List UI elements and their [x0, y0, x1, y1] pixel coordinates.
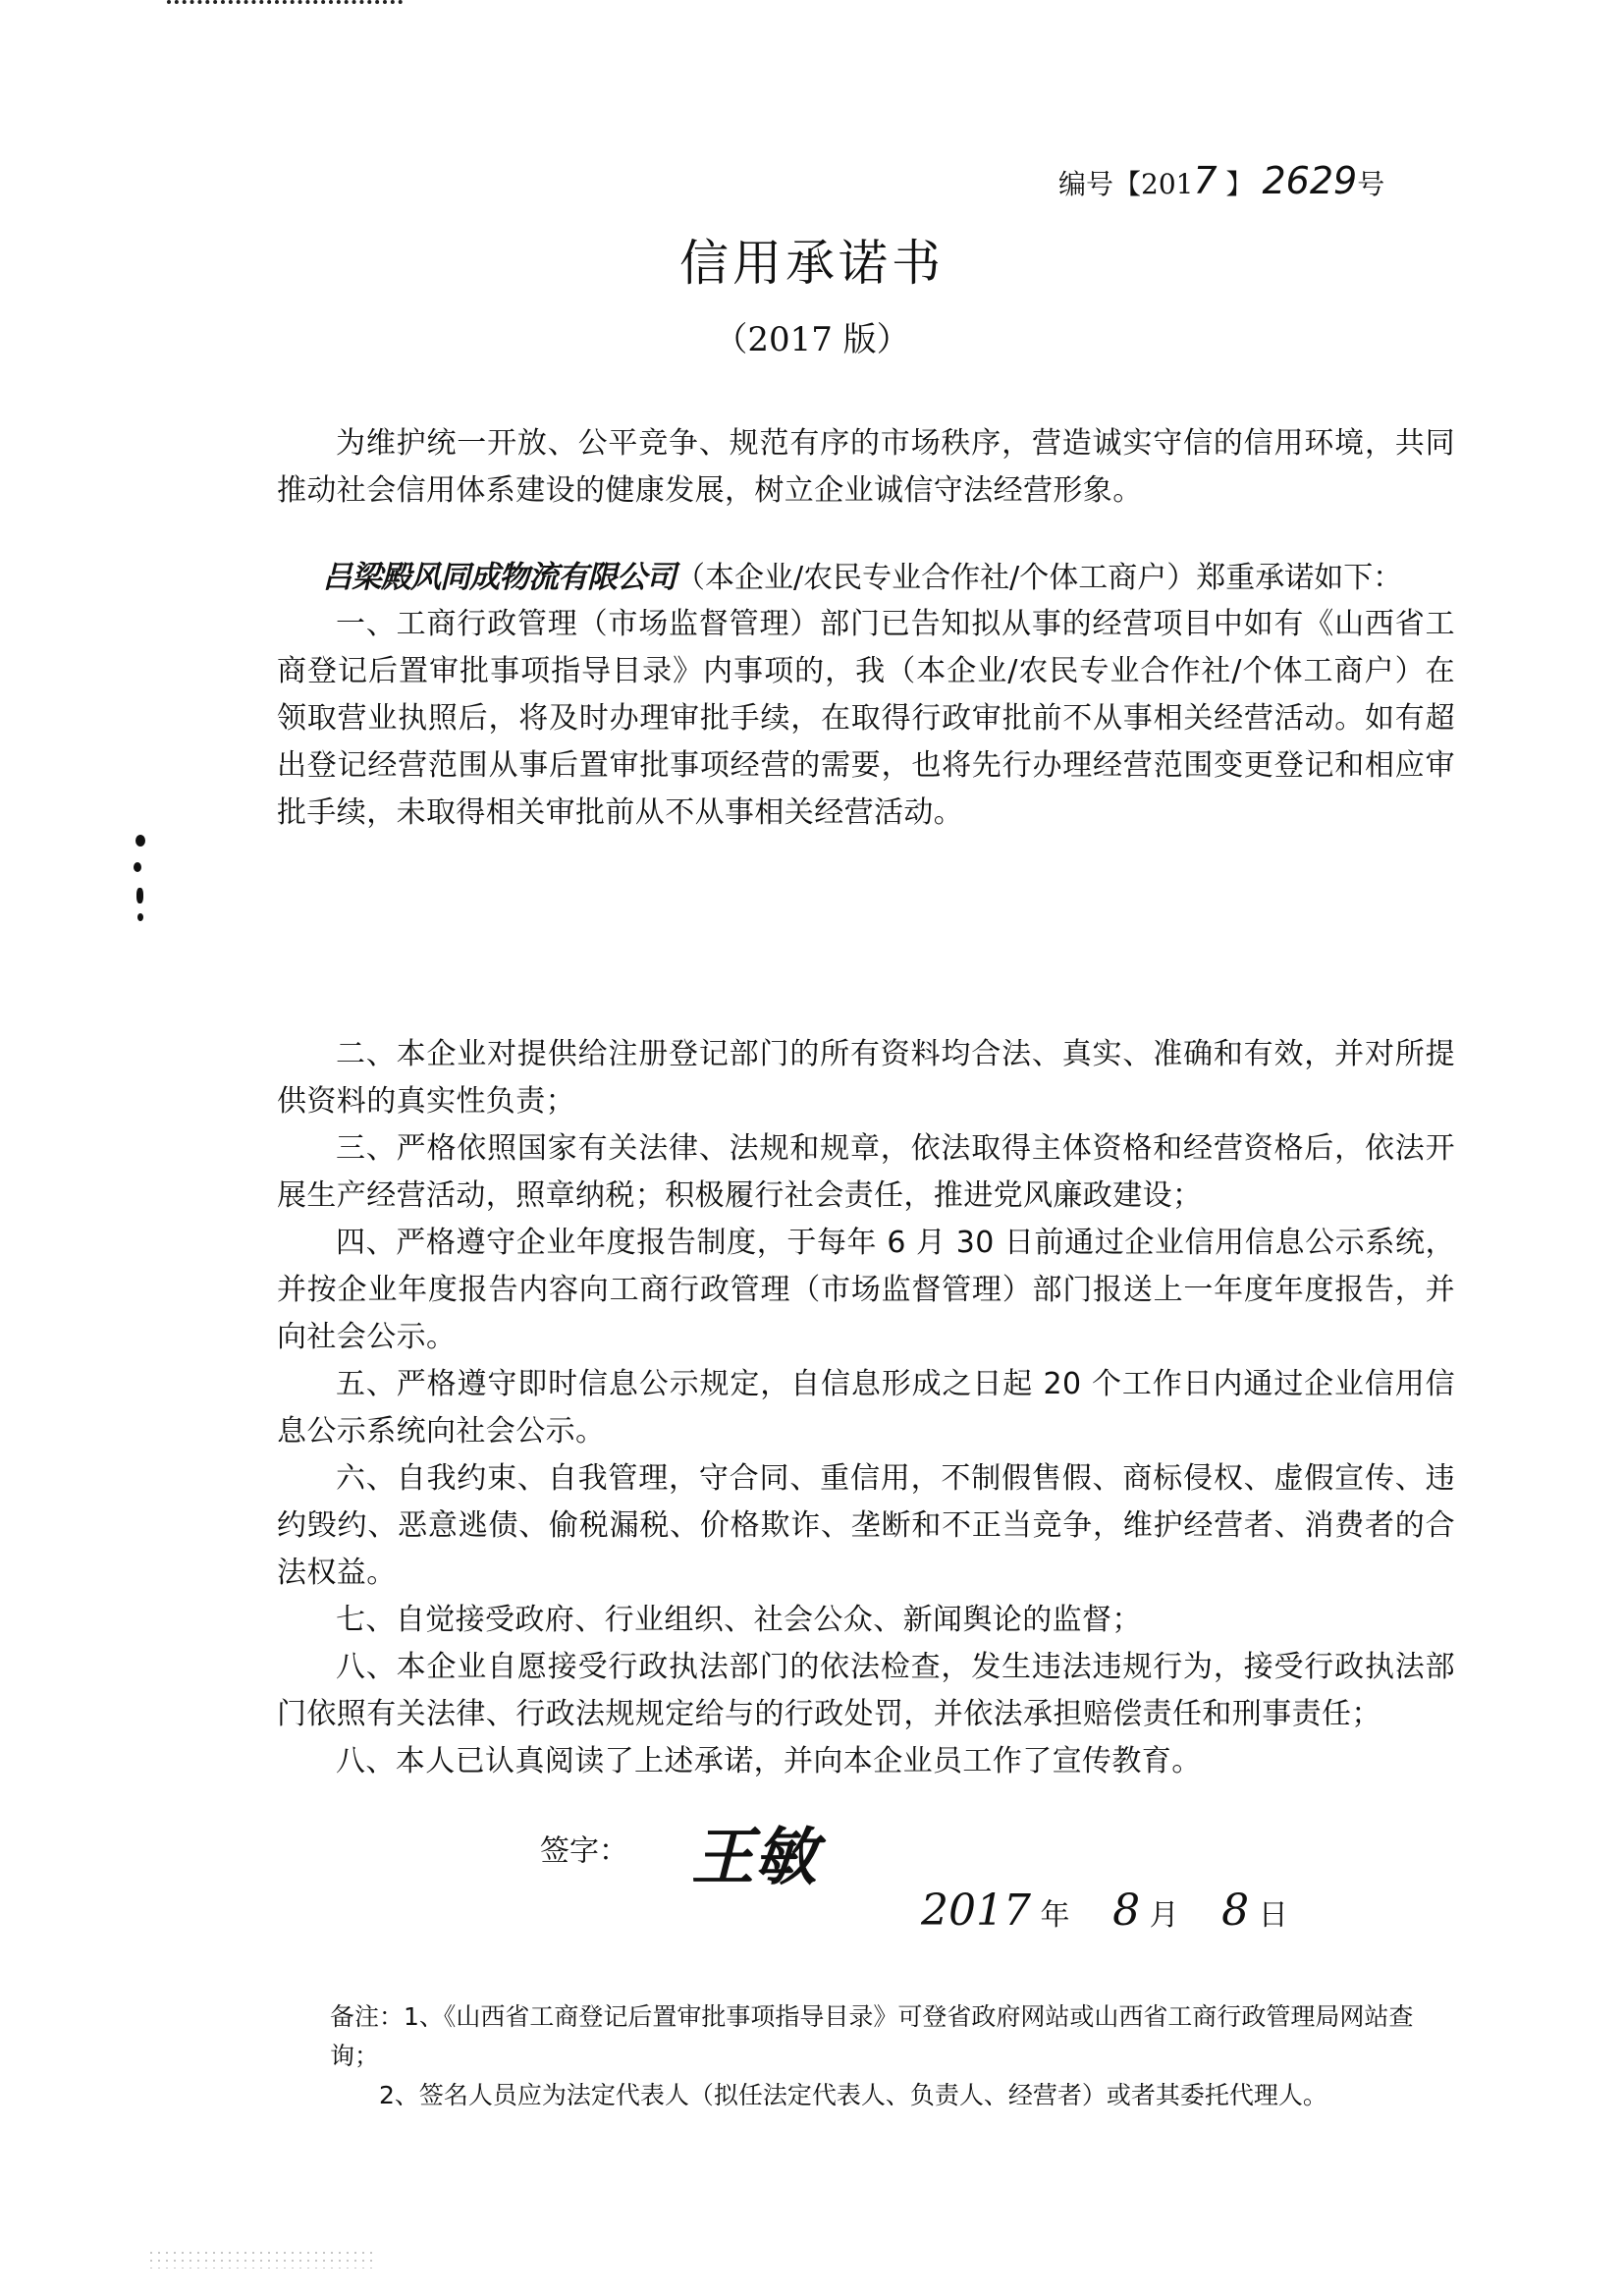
clause-one-section: [277, 601, 1455, 837]
date-year-value: 2017: [921, 1886, 1031, 1936]
clause-5: 五、严格遵守即时信息公示规定，自信息形成之日起 20 个工作日内通过企业信用信息公示系统向社会公示。: [277, 1367, 1455, 1449]
serial-number: [1058, 159, 1384, 202]
document-version: （2017 版）: [714, 320, 910, 359]
notes-section: [330, 1997, 1449, 2115]
signature-row: [540, 1807, 817, 1897]
clause-2: 二、本企业对提供给注册登记部门的所有资料均合法、真实、准确和有效，并对所提供资料的真实性负责；: [277, 1037, 1455, 1119]
company-line: [322, 554, 1500, 602]
date-month-unit: 月: [1149, 1898, 1179, 1933]
clause-9: 八、本人已认真阅读了上述承诺，并向本企业员工作了宣传教育。: [336, 1744, 1202, 1778]
date-year-unit: 年: [1040, 1898, 1070, 1933]
clause-8: 八、本企业自愿接受行政执法部门的依法检查，发生违法违规行为，接受行政执法部门依照有关法律、行政法规规定给与的行政处罚，并依法承担赔偿责任和刑事责任；: [277, 1650, 1455, 1731]
clause-6: 六、自我约束、自我管理，守合同、重信用，不制假售假、商标侵权、虚假宣传、违约毁约、恶意逃债、偷税漏税、价格欺诈、垄断和不正当竞争，维护经营者、消费者的合法权益。: [277, 1461, 1455, 1590]
company-name-handwritten: 吕梁殿风同成物流有限公司: [322, 560, 676, 595]
serial-prefix: 编号【201: [1058, 168, 1194, 200]
intro-section: [277, 420, 1455, 515]
date-day-unit: 日: [1258, 1898, 1288, 1933]
intro-paragraph: 为维护统一开放、公平竞争、规范有序的市场秩序，营造诚实守信的信用环境，共同推动社会信用体系建设的健康发展，树立企业诚信守法经营形象。: [277, 426, 1455, 508]
date-month-value: 8: [1112, 1886, 1141, 1936]
serial-value: 2629: [1262, 159, 1358, 202]
scan-artifact-bottom: [147, 2249, 373, 2269]
scan-artifact-left: [128, 835, 151, 933]
serial-suffix: 号: [1357, 168, 1385, 200]
clauses-section: [277, 1031, 1455, 1785]
signature-handwritten: 王敏: [691, 1821, 817, 1894]
date-row: [921, 1886, 1288, 1936]
note-1: 备注：1、《山西省工商登记后置审批事项指导目录》可登省政府网站或山西省工商行政管理局网站查询；: [330, 2002, 1414, 2070]
clause-7: 七、自觉接受政府、行业组织、社会公众、新闻舆论的监督；: [336, 1603, 1142, 1637]
clause-1: 一、工商行政管理（市场监督管理）部门已告知拟从事的经营项目中如有《山西省工商登记后置审批事项指导目录》内事项的，我（本企业/农民专业合作社/个体工商户）在领取营业执照后，将及时办理审批手续，在取得行政审批前不从事相关经营活动。如有超出登记经营范围从事后置审批事项经营的需要，也将先行办理经营范围变更登记和相应审批手续，未取得相关审批前从不从事相关经营活动。: [277, 607, 1455, 830]
company-pledge-text: （本企业/农民专业合作社/个体工商户）郑重承诺如下：: [676, 561, 1403, 595]
clause-3: 三、严格依照国家有关法律、法规和规章，依法取得主体资格和经营资格后，依法开展生产经营活动，照章纳税；积极履行社会责任，推进党风廉政建设；: [277, 1131, 1455, 1213]
document-title: 信用承诺书: [679, 235, 945, 292]
serial-bracket: 】: [1225, 168, 1254, 200]
serial-year-digit: 7: [1193, 159, 1218, 202]
note-2: 2、签名人员应为法定代表人（拟任法定代表人、负责人、经营者）或者其委托代理人。: [379, 2081, 1327, 2109]
date-day-value: 8: [1221, 1886, 1250, 1936]
scan-artifact-top: [167, 0, 403, 14]
clause-4: 四、严格遵守企业年度报告制度，于每年 6 月 30 日前通过企业信用信息公示系统，并按企业年度报告内容向工商行政管理（市场监督管理）部门报送上一年度年度报告，并向社会公示。: [277, 1226, 1455, 1354]
signature-label: 签字：: [540, 1833, 628, 1869]
